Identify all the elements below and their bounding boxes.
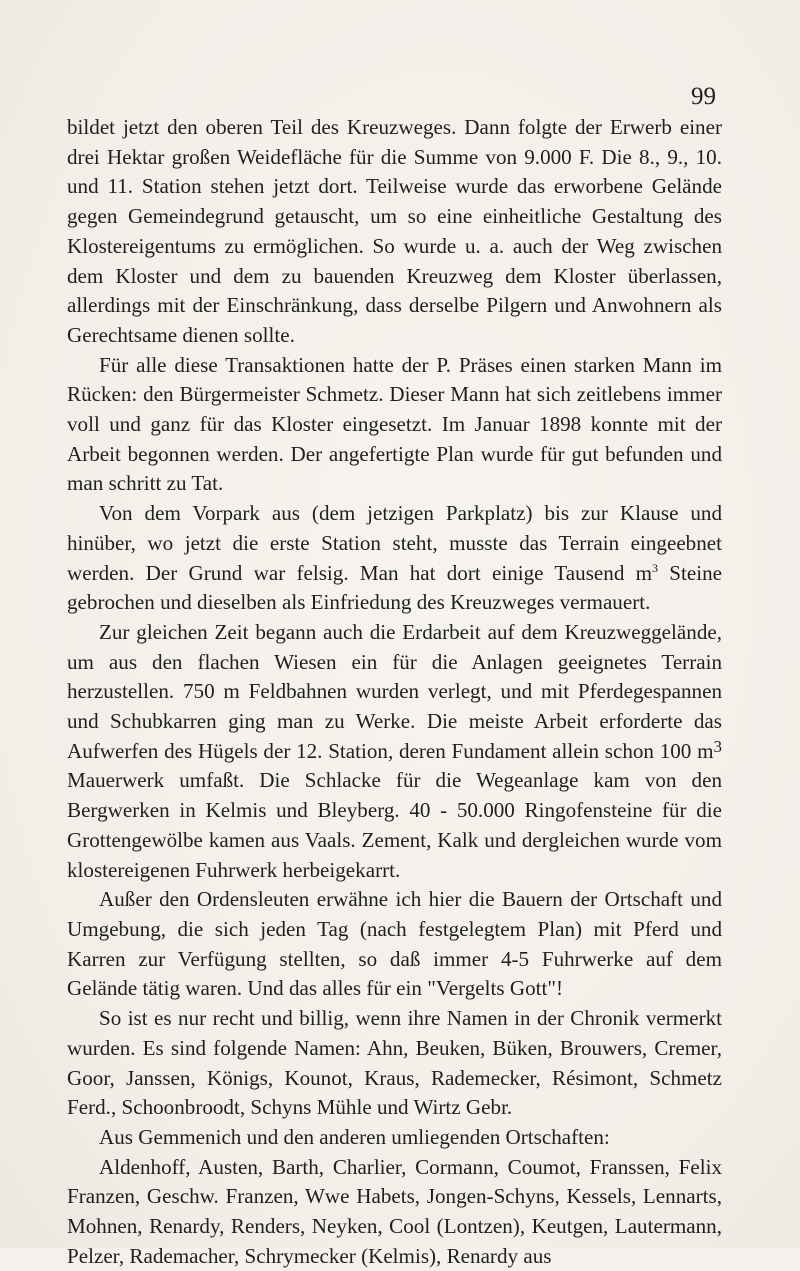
paragraph-erdarbeit-part-1: Zur gleichen Zeit begann auch die Erdarbeit auf dem Kreuzweggelände, um aus den flachen Wiesen ein für die Anlagen geeignetes Terrain herzustellen. 750 m Feldbahnen wurden verlegt, und mit Pferdegespannen und Schubkarren ging man zu Werke. Die meiste Arbeit erforderte das Aufwerfen des Hügels der 12. Station, deren Fundament allein schon 100 m bbox=[67, 619, 722, 763]
body-text bbox=[67, 113, 722, 1271]
paragraph-transaktionen: Für alle diese Transaktionen hatte der P. Präses einen starken Mann im Rücken: den Bürgermeister Schmetz. Dieser Mann hat sich zeitlebens immer voll und ganz für das Kloster eingesetzt. Im Januar 1898 konnte mit der Arbeit begonnen werden. Der angefertigte Plan wurde für gut befunden und man schritt zu Tat. bbox=[67, 352, 722, 496]
paragraph-terrain-part-1: Von dem Vorpark aus (dem jetzigen Parkplatz) bis zur Klause und hinüber, wo jetzt die erste Station steht, musste das Terrain eingeebnet werden. Der Grund war felsig. Man hat dort einige Tausend m bbox=[67, 501, 722, 585]
paragraph-gemmenich: Aus Gemmenich und den anderen umliegenden Ortschaften: bbox=[99, 1124, 610, 1149]
paragraph-namen: So ist es nur recht und billig, wenn ihre Namen in der Chronik vermerkt wurden. Es sind folgende Namen: Ahn, Beuken, Büken, Brouwers, Cremer, Goor, Janssen, Königs, Kounot, Kraus, Rademecker, Résimont, Schmetz Ferd., Schoonbroodt, Schyns Mühle und Wirtz Gebr. bbox=[67, 1006, 722, 1120]
cubic-superscript: 3 bbox=[652, 560, 659, 575]
cubic-superscript: 3 bbox=[713, 736, 722, 756]
paragraph-terrain bbox=[67, 499, 722, 618]
paragraph-erdarbeit-part-2: Mauerwerk umfaßt. Die Schlacke für die Wegeanlage kam von den Bergwerken in Kelmis und Bleyberg. 40 - 50.000 Ringofensteine für die Grottengewölbe kamen aus Vaals. Zement, Kalk und dergleichen wurde vom klostereigenen Fuhrwerk herbeigekarrt. bbox=[67, 768, 722, 882]
page-number: 99 bbox=[691, 83, 716, 110]
paragraph-kreuzweg-erwerb: bildet jetzt den oberen Teil des Kreuzweges. Dann folgte der Erwerb einer drei Hektar großen Weidefläche für die Summe von 9.000 F. Die 8., 9., 10. und 11. Station stehen jetzt dort. Teilweise wurde das erworbene Gelände gegen Gemeindegrund getauscht, um so eine einheitliche Gestaltung des Klostereigentums zu ermöglichen. So wurde u. a. auch der Weg zwischen dem Kloster und dem zu bauenden Kreuzweg dem Kloster überlassen, allerdings mit der Einschränkung, dass derselbe Pilgern und Anwohnern als Gerechtsame dienen sollte. bbox=[67, 115, 722, 347]
paragraph-namensliste: Aldenhoff, Austen, Barth, Charlier, Cormann, Coumot, Franssen, Felix Franzen, Geschw. Franzen, Wwe Habets, Jongen-Schyns, Kessels, Lennarts, Mohnen, Renardy, Renders, Neyken, Cool (Lontzen), Keutgen, Lautermann, Pelzer, Rademacher, Schrymecker (Kelmis), Renardy aus bbox=[67, 1154, 722, 1268]
paragraph-erdarbeit bbox=[67, 618, 722, 885]
paragraph-ordensleute: Außer den Ordensleuten erwähne ich hier die Bauern der Ortschaft und Umgebung, die sich jeden Tag (nach festgelegtem Plan) mit Pferd und Karren zur Verfügung stellten, so daß immer 4-5 Fuhrwerke auf dem Gelände tätig waren. Und das alles für ein "Vergelts Gott"! bbox=[67, 887, 722, 1001]
paragraph-terrain-part-2: Steine gebrochen und dieselben als Einfriedung des Kreuzweges vermauert. bbox=[67, 560, 722, 615]
